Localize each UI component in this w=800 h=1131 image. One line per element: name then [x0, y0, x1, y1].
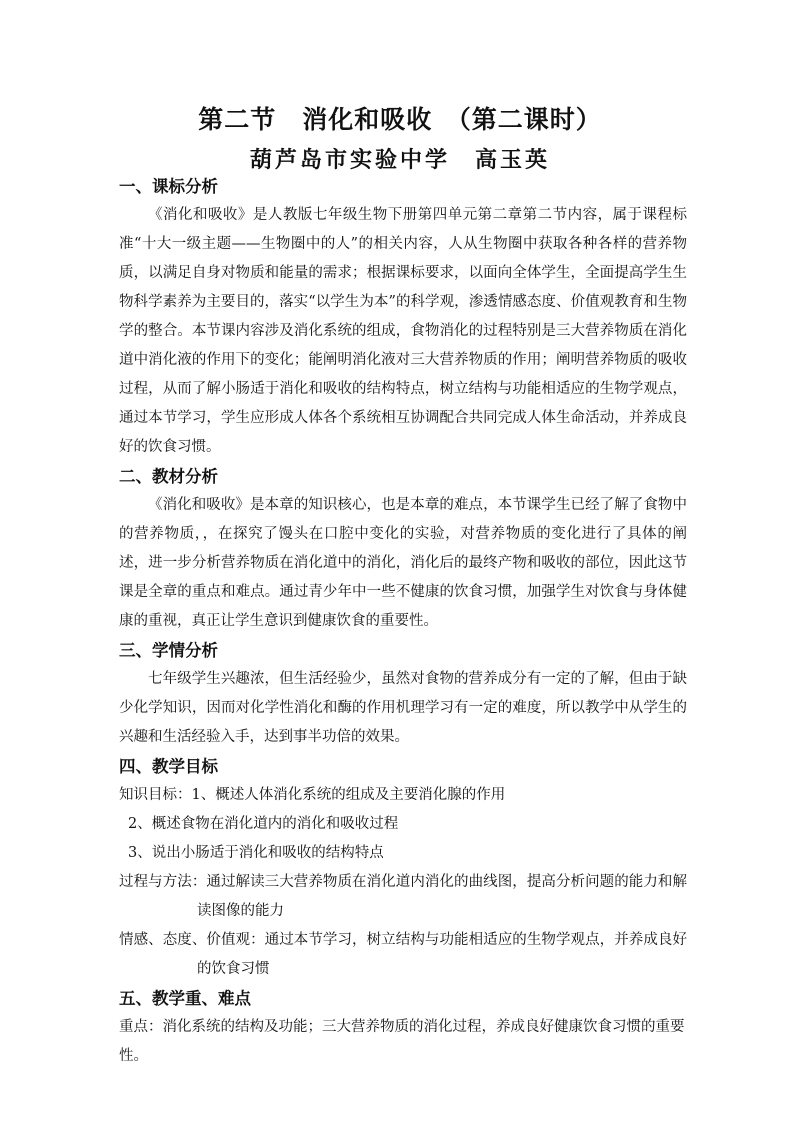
section-heading-students: 三、学情分析: [119, 641, 218, 660]
section-body-students: 七年级学生兴趣浓，但生活经验少，虽然对食物的营养成分有一定的了解，但由于缺少化学知识，因而对化学性消化和酶的作用机理学习有一定的难度，所以教学中从学生的兴趣和生活经验入手，达到事半功倍的效果。: [119, 671, 687, 745]
document-author: 葫芦岛市实验中学 高玉英: [249, 147, 550, 173]
document-title: 第二节 消化和吸收 （第二课时）: [198, 105, 602, 134]
section-body-curriculum: 《消化和吸收》是人教版七年级生物下册第四单元第二章第二节内容，属于课程标准“十大一级主题——生物圈中的人”的相关内容，人从生物圈中获取各种各样的营养物质，以满足自身对物质和能量的需求；根据课标要求，以面向全体学生，全面提高学生生物科学素养为主要目的，落实“以学生为本”的科学观，渗透情感态度、价值观教育和生物学的整合。本节课内容涉及消化系统的组成，食物消化的过程特别是三大营养物质在消化道中消化液的作用下的变化；能阐明消化液对三大营养物质的作用；阐明营养物质的吸收过程，从而了解小肠适于消化和吸收的结构特点，树立结构与功能相适应的生物学观点，通过本节学习，学生应形成人体各个系统相互协调配合共同完成人体生命活动，并养成良好的饮食习惯。: [119, 207, 687, 455]
section-heading-curriculum: 一、课标分析: [119, 177, 218, 196]
objective-emotion: 情感、态度、价值观：通过本节学习，树立结构与功能相适应的生物学观点，并养成良好的饮食习惯: [119, 932, 687, 977]
objective-knowledge-2: 2、概述食物在消化道内的消化和吸收过程: [128, 816, 399, 832]
section-heading-textbook: 二、教材分析: [119, 467, 218, 486]
objective-process: 过程与方法：通过解读三大营养物质在消化道内消化的曲线图，提高分析问题的能力和解读图像的能力: [119, 874, 687, 919]
document-body: [119, 172, 687, 1071]
key-points-body: 重点：消化系统的结构及功能；三大营养物质的消化过程，养成良好健康饮食习惯的重要性。: [119, 1019, 685, 1064]
section-heading-key-points: 五、教学重、难点: [119, 989, 251, 1008]
objective-knowledge-1: 知识目标：1、概述人体消化系统的组成及主要消化腺的作用: [119, 787, 506, 803]
objective-knowledge-3: 3、说出小肠适于消化和吸收的结构特点: [128, 845, 384, 861]
section-heading-objectives: 四、教学目标: [119, 757, 218, 776]
section-body-textbook: 《消化和吸收》是本章的知识核心，也是本章的难点，本节课学生已经了解了食物中的营养物质，，在探究了馒头在口腔中变化的实验，对营养物质的变化进行了具体的阐述，进一步分析营养物质在消化道中的消化，消化后的最终产物和吸收的部位，因此这节课是全章的重点和难点。通过青少年中一些不健康的饮食习惯，加强学生对饮食与身体健康的重视，真正让学生意识到健康饮食的重要性。: [119, 497, 687, 629]
